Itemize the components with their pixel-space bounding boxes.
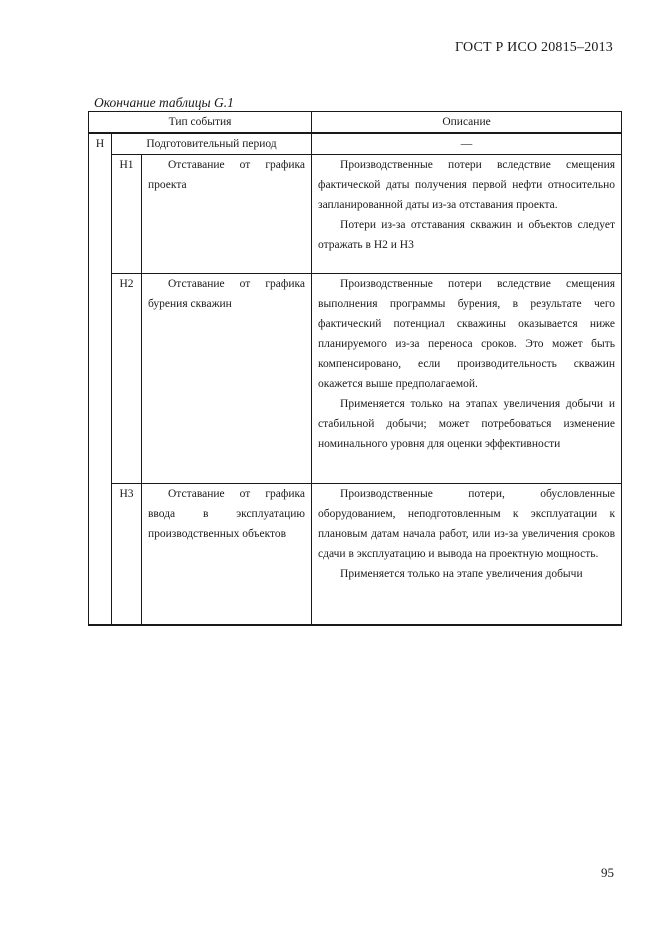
table-row: [89, 274, 622, 484]
description-paragraph: Потери из-за отставания скважин и объектов следует отражать в H2 и H3: [318, 219, 616, 251]
description-paragraph: Производственные потери вследствие смещения фактической даты получения первой нефти относительно запланированной даты из-за отставания проекта.: [318, 159, 616, 211]
description-paragraph: Производственные потери вследствие смещения выполнения программы бурения, в результате чего фактический потенциал скважины оказывается ниже планируемого из-за переноса сроков. Это может быть компенсировано, если производительность скважин окажется выше предполагаемой.: [318, 278, 616, 390]
table-caption: Окончание таблицы G.1: [94, 95, 234, 110]
group-description-cell: —: [312, 133, 622, 155]
event-description-cell: [312, 484, 622, 625]
standard-code: ГОСТ Р ИСО 20815–2013: [455, 40, 613, 55]
column-header-description: Описание: [312, 112, 622, 134]
event-code-cell: H3: [112, 484, 142, 625]
event-code-cell: H1: [112, 155, 142, 274]
event-description-cell: [312, 155, 622, 274]
table-row: [89, 484, 622, 625]
event-name-cell: [142, 484, 312, 625]
column-header-event-type: Тип события: [89, 112, 312, 134]
event-code-cell: H2: [112, 274, 142, 484]
group-code-cell: H: [89, 133, 112, 625]
description-paragraph: Применяется только на этапах увеличения добычи и стабильной добычи; может потребоваться изменение номинального уровня для оценки эффективности: [318, 398, 616, 450]
event-name-text: Отставание от графика ввода в эксплуатацию производственных объектов: [148, 488, 306, 540]
table-header-row: [89, 112, 622, 134]
event-name-text: Отставание от графика бурения скважин: [148, 278, 306, 310]
event-name-cell: [142, 155, 312, 274]
description-paragraph: Производственные потери, обусловленные оборудованием, неподготовленным к эксплуатации к плановым датам начала работ, или из-за увеличения сроков сдачи в эксплуатацию и вывода на проектную мощность.: [318, 488, 616, 560]
event-name-text: Отставание от графика проекта: [148, 159, 306, 191]
event-name-cell: [142, 274, 312, 484]
description-paragraph: Применяется только на этапе увеличения добычи: [340, 568, 583, 580]
group-name-cell: Подготовительный период: [112, 133, 312, 155]
event-type-table: [88, 111, 622, 626]
table-row: [89, 155, 622, 274]
table-row: [89, 133, 622, 155]
event-description-cell: [312, 274, 622, 484]
page-number: 95: [601, 865, 614, 880]
